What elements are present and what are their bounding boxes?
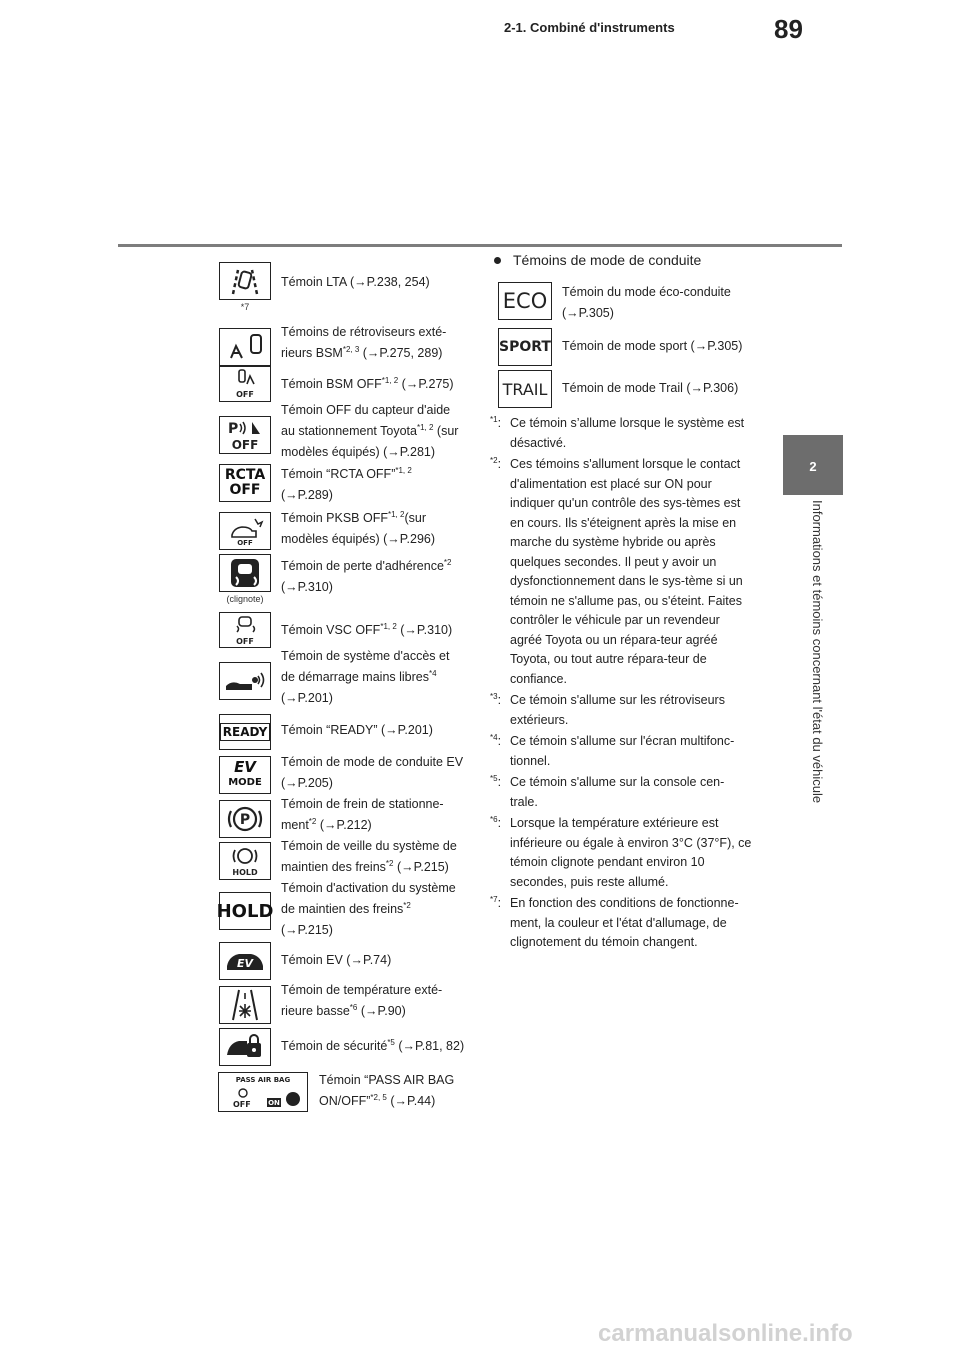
indicator-text: Témoin BSM OFF$^{*1, 2}$ (→P.275) (281, 375, 454, 391)
page-number: 89 (774, 14, 803, 44)
mode-text: Témoin de mode Trail (→P.306) (562, 381, 739, 395)
mode-row-sport (498, 328, 742, 366)
chapter-title-vertical (805, 500, 829, 830)
smart-key-icon (219, 662, 271, 700)
pksb-off-icon (219, 512, 271, 550)
ready-icon: READY (219, 714, 271, 750)
icon-footnote: (clignote) (226, 594, 264, 604)
brake-hold-operated-icon: HOLD (219, 892, 271, 930)
driving-mode-heading: Témoins de mode de conduite (490, 252, 701, 268)
brake-hold-standby-icon (219, 842, 271, 880)
indicator-row-low-temperature (217, 980, 442, 1024)
ev-indicator-icon (219, 942, 271, 980)
chapter-tab (783, 435, 843, 495)
chapter-number: 2 (809, 459, 817, 474)
footnote: $^{*5}$: Ce témoin s'allume sur la console cen-trale. (490, 773, 725, 809)
indicator-text: Témoin de sécurité$^{*5}$ (→P.81, 82) (281, 1037, 465, 1053)
indicator-row-smart-key (217, 646, 449, 709)
indicator-row-ev (217, 942, 391, 980)
lta-icon (219, 262, 271, 300)
indicator-row-brake-hold-operated (217, 878, 456, 941)
indicator-row-pksb-off (217, 508, 435, 550)
indicator-text: Témoin de température exté- rieure basse$^{*6}$ (→P.90) (281, 983, 443, 1018)
mode-text: Témoin du mode éco-conduite (→P.305) (562, 285, 731, 320)
chapter-title: Informations et témoins concernant l'état du véhicule (810, 500, 825, 804)
indicator-row-brake-hold-standby (217, 836, 457, 880)
icon-footnote: *7 (240, 302, 250, 312)
bullet-icon (494, 257, 501, 264)
footnote: $^{*4}$: Ce témoin s'allume sur l'écran multifonc-tionnel. (490, 732, 735, 768)
indicator-row-security (217, 1028, 464, 1066)
indicator-text: Témoin “PASS AIR BAG ON/OFF”$^{*2, 5}$ (→P.44) (319, 1073, 455, 1108)
pass-airbag-label: PASS AIR BAG (235, 1076, 291, 1084)
parking-brake-icon (219, 800, 271, 838)
mode-text: Témoin de mode sport (→P.305) (562, 339, 743, 353)
rcta-off-icon: RCTA OFF (219, 464, 271, 502)
indicator-row-ev-mode (217, 752, 463, 794)
watermark: carmanualsonline.info (598, 1320, 853, 1347)
trail-mode-icon: TRAIL (498, 370, 552, 408)
indicator-text: Témoin PKSB OFF$^{*1, 2}$(sur modèles équipés) (→P.296) (281, 509, 436, 546)
indicator-row-bsm-off (217, 366, 454, 402)
indicator-text: Témoin de perte d'adhérence$^{*2}$ (→P.310) (281, 557, 452, 594)
indicator-row-parking-sensor-off (217, 400, 458, 463)
mode-row-eco (498, 282, 731, 324)
indicator-text: Témoin EV (→P.74) (281, 953, 392, 967)
pass-airbag-icon (218, 1072, 308, 1112)
indicator-row-slip (217, 554, 451, 604)
footnote: $^{*2}$: Ces témoins s'allument lorsque le contact d'alimentation est placé sur ON pour indiquer qu'un contrôle des sys-tèmes est en cours. Ils s'éteignent après la mise en marche du système hybride ou après quelques secondes. Il peut y avoir un dysfonctionnement dans le sys-tème si un témoin ne s'allume pas, ou s'éteint. Faites contrôler le véhicule par un revendeur agréé Toyota ou un répara-teur agréé Toyota, ou tout autre répara-teur de confiance. (490, 455, 743, 686)
bsm-icon (219, 328, 271, 366)
parking-brake-letter: P (239, 812, 251, 828)
svg-text:P: P (228, 421, 239, 437)
indicator-row-lta (217, 262, 430, 312)
svg-text:OFF: OFF (231, 438, 259, 452)
indicator-text: Témoin LTA (→P.238, 254) (281, 275, 430, 289)
low-temperature-icon (219, 986, 271, 1024)
indicator-row-bsm (217, 322, 446, 366)
ev-mode-icon: EV MODE (219, 756, 271, 794)
sport-mode-icon: SPORT (498, 328, 552, 366)
footnote: $^{*6}$: Lorsque la température extérieure est inférieure ou égale à environ 3°C (37°F), ce témoin clignote pendant environ 10 secondes, puis reste allumé. (490, 814, 752, 889)
airbag-on-label: ON (268, 1099, 280, 1107)
eco-mode-icon: ECO (498, 282, 552, 320)
indicator-row-parking-brake (217, 794, 444, 838)
header-rule (118, 244, 842, 247)
footnote: $^{*1}$: Ce témoin s’allume lorsque le système est désactivé. (490, 414, 745, 450)
svg-text:OFF: OFF (237, 539, 253, 547)
security-icon (219, 1028, 271, 1066)
airbag-off-label: OFF (233, 1100, 251, 1109)
footnote: $^{*7}$: En fonction des conditions de fonctionne-ment, la couleur et l'état d'allumage, de clignotement du témoin changent. (490, 894, 739, 949)
indicator-text: Témoin de veille du système de maintien des freins$^{*2}$ (→P.215) (281, 839, 457, 874)
footnote: $^{*3}$: Ce témoin s'allume sur les rétroviseurs extérieurs. (490, 691, 725, 727)
indicator-row-ready (217, 714, 433, 750)
svg-text:OFF: OFF (236, 637, 254, 646)
indicator-text: Témoin de mode de conduite EV (→P.205) (281, 755, 464, 790)
indicator-text: Témoin “RCTA OFF”$^{*1, 2}$ (→P.289) (281, 465, 412, 502)
footnotes (490, 414, 752, 955)
indicator-row-rcta-off (217, 464, 412, 506)
indicator-text: Témoin de système d'accès et de démarrage mains libres$^{*4}$ (→P.201) (281, 649, 450, 705)
section-title: 2-1. Combiné d'instruments (504, 20, 675, 35)
slip-indicator-icon (219, 554, 271, 592)
mode-row-trail (498, 370, 738, 408)
indicator-text: Témoins de rétroviseurs exté- rieurs BSM$^{*2, 3}$ (→P.275, 289) (281, 325, 447, 360)
indicator-text: Témoin VSC OFF$^{*1, 2}$ (→P.310) (281, 621, 453, 637)
parking-sensor-off-icon (219, 416, 271, 454)
indicator-row-pass-airbag (217, 1070, 454, 1112)
indicator-text: Témoin d'activation du système de maintien des freins$^{*2}$ (→P.215) (281, 881, 456, 937)
indicator-text: Témoin “READY” (→P.201) (281, 723, 433, 737)
hold-label: HOLD (232, 868, 258, 877)
indicator-row-vsc-off (217, 612, 452, 648)
indicator-text: Témoin de frein de stationne- ment$^{*2}$ (→P.212) (281, 797, 444, 832)
bsm-off-icon (219, 366, 271, 402)
indicator-text: Témoin OFF du capteur d'aide au stationnement Toyota$^{*1, 2}$ (sur modèles équipés) (→P.281) (281, 403, 459, 459)
vsc-off-icon (219, 612, 271, 648)
svg-text:OFF: OFF (236, 390, 254, 399)
ev-label: EV (236, 957, 254, 970)
